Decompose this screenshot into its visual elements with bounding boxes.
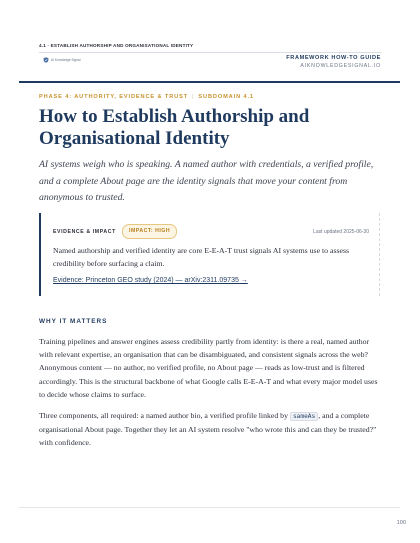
footer-divider xyxy=(19,507,400,508)
phase-label: PHASE 4: AUTHORITY, EVIDENCE & TRUST xyxy=(39,94,189,100)
lede-paragraph: AI systems weigh who is speaking. A named author with credentials, a verified profile, and a complete About page are the identity signals that move your content from anonymous to trusted. xyxy=(39,159,374,203)
guide-site: AIKNOWLEDGESIGNAL.IO xyxy=(300,63,381,69)
last-updated: Last updated 2025-06-30 xyxy=(313,229,369,235)
code-snippet: sameAs xyxy=(290,412,318,421)
page-number: 100 xyxy=(396,520,406,526)
paragraph-text: , and a complete organisational About page. Together they let an AI system resolve "who wrote this and can they be trusted?" with confidence. xyxy=(39,411,377,448)
shield-logo-icon xyxy=(43,57,49,63)
phase-eyebrow xyxy=(39,94,254,100)
body-paragraph xyxy=(39,409,379,450)
brand-logo xyxy=(43,57,80,63)
running-head: 4.1 · ESTABLISH AUTHORSHIP AND ORGANISATIONAL IDENTITY xyxy=(39,43,194,48)
brand-name: AI Knowledge Signal xyxy=(51,58,81,62)
callout-label: EVIDENCE & IMPACT xyxy=(53,229,116,235)
header-divider xyxy=(39,52,381,53)
section-heading: WHY IT MATTERS xyxy=(39,318,108,325)
guide-type: FRAMEWORK HOW-TO GUIDE xyxy=(286,55,381,61)
evidence-callout xyxy=(39,213,380,296)
subdomain-label: SUBDOMAIN 4.1 xyxy=(198,94,254,100)
evidence-link[interactable]: Evidence: Princeton GEO study (2024) — arXiv:2311.09735 → xyxy=(53,277,248,284)
page-title: How to Establish Authorship and Organisational Identity xyxy=(39,106,310,149)
callout-body: Named authorship and verified identity are core E-E-A-T trust signals AI systems use to assess credibility before surfacing a claim. xyxy=(53,246,350,268)
paragraph-text: Three components, all required: a named author bio, a verified profile linked by xyxy=(39,411,288,420)
eyebrow-separator: | xyxy=(192,94,195,100)
body-paragraph: Training pipelines and answer engines assess credibility partly from identity: is there a real, named author with relevant expertise, an organisation that can be disambiguated, and consistent signals across the web? Anonymous content — no author, no verified profile, no About page — reads as low-trust and is filtered accordingly. This is the structural backbone of what Google calls E-E-A-T and what every major model uses to decide whose claims to surface. xyxy=(39,337,378,399)
masthead-divider xyxy=(19,81,400,83)
impact-badge: IMPACT: HIGH xyxy=(122,224,177,239)
